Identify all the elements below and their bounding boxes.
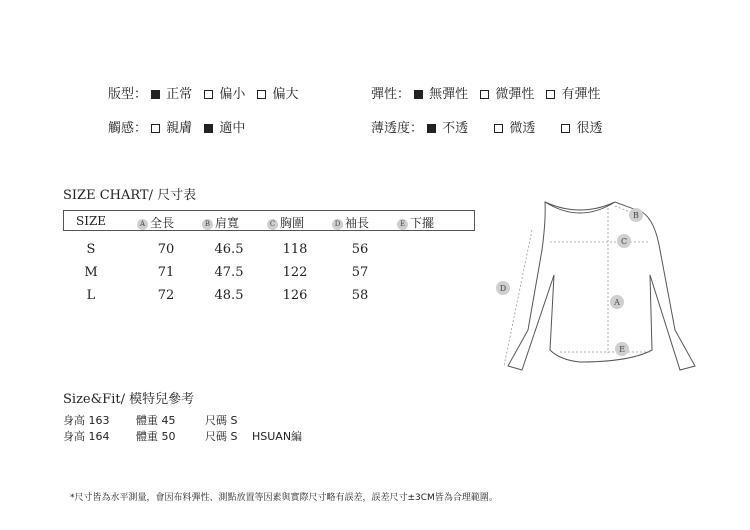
header-col-d [332,214,369,231]
header-col-c-label: 胸圍 [280,216,305,230]
header-col-b-label: 肩寬 [215,216,240,230]
row-m-d: 57 [351,265,369,280]
fit-row [108,83,306,102]
fit-option-small: 偏小 [219,87,246,102]
feel-label: 觸感： [108,121,148,136]
header-col-a-label: 全長 [150,216,175,230]
transparency-label: 薄透度： [371,121,424,136]
fit-label: 版型： [108,87,148,102]
header-col-b [202,214,239,231]
elasticity-option-slight: 微彈性 [495,87,535,102]
diagram-label-b: B [633,211,639,220]
header-col-a [137,214,174,231]
model-1-height: 身高 163 [63,414,110,427]
feel-option-medium: 適中 [219,121,246,136]
model-2-weight: 體重 50 [136,430,176,443]
row-l-a: 72 [157,288,175,303]
header-col-e [397,214,434,231]
marker-d-icon: D [332,219,343,230]
transparency-option-slight: 微透 [509,121,536,136]
checkbox-fit-large [257,90,266,99]
row-s-a: 70 [157,242,175,257]
model-2-name: HSUAN編 [252,430,303,443]
footnote: *尺寸皆為水平測量，會因布料彈性、測點放置等因素與實際尺寸略有誤差，誤差尺寸±3CM皆為合理範圍。 [70,493,498,503]
shirt-diagram [490,190,705,375]
transparency-row [371,117,610,136]
row-s-b: 46.5 [214,242,244,257]
model-2-size: 尺碼 S [205,430,238,443]
row-s-d: 56 [351,242,369,257]
header-size: SIZE [76,214,107,228]
diagram-markers [496,208,643,356]
diagram-label-a: A [614,298,620,307]
diagram-label-c: C [620,237,628,246]
diagram-label-d: D [499,284,507,293]
elasticity-row [371,83,608,102]
checkbox-feel-medium [204,124,213,133]
size-chart-header [63,210,475,231]
feel-row [108,117,253,136]
row-m-b: 47.5 [214,265,244,280]
feel-option-soft: 親膚 [166,121,193,136]
header-col-d-label: 袖長 [345,216,370,230]
elasticity-option-none: 無彈性 [429,87,469,102]
model-1-size: 尺碼 S [205,414,238,427]
checkbox-fit-small [204,90,213,99]
elasticity-option-high: 有彈性 [561,87,601,102]
checkbox-fit-normal [151,90,160,99]
size-chart-title: SIZE CHART/ 尺寸表 [63,188,197,203]
checkbox-elasticity-none [414,90,423,99]
header-col-c [267,214,304,231]
row-l-b: 48.5 [214,288,244,303]
model-1-weight: 體重 45 [136,414,176,427]
row-m-a: 71 [157,265,175,280]
row-l-d: 58 [351,288,369,303]
checkbox-transparency-slight [494,124,503,133]
marker-c-icon: C [267,219,278,230]
fit-option-normal: 正常 [166,87,193,102]
diagram-label-e: E [619,345,625,354]
row-l-size: L [86,288,96,303]
row-l-c: 126 [282,288,308,303]
checkbox-elasticity-slight [480,90,489,99]
row-s-c: 118 [282,242,308,257]
transparency-option-none: 不透 [442,121,469,136]
row-m-c: 122 [282,265,308,280]
marker-b-icon: B [202,219,213,230]
checkbox-feel-soft [151,124,160,133]
checkbox-transparency-high [561,124,570,133]
size-fit-title: Size&Fit/ 模特兒參考 [63,392,195,407]
marker-a-icon: A [137,219,148,230]
elasticity-label: 彈性： [371,87,411,102]
row-m-size: M [84,265,98,280]
row-s-size: S [86,242,96,257]
fit-option-large: 偏大 [272,87,299,102]
marker-e-icon: E [397,219,408,230]
checkbox-elasticity-high [546,90,555,99]
header-col-e-label: 下擺 [410,216,435,230]
model-2-height: 身高 164 [63,430,110,443]
checkbox-transparency-none [427,124,436,133]
transparency-option-high: 很透 [576,121,603,136]
